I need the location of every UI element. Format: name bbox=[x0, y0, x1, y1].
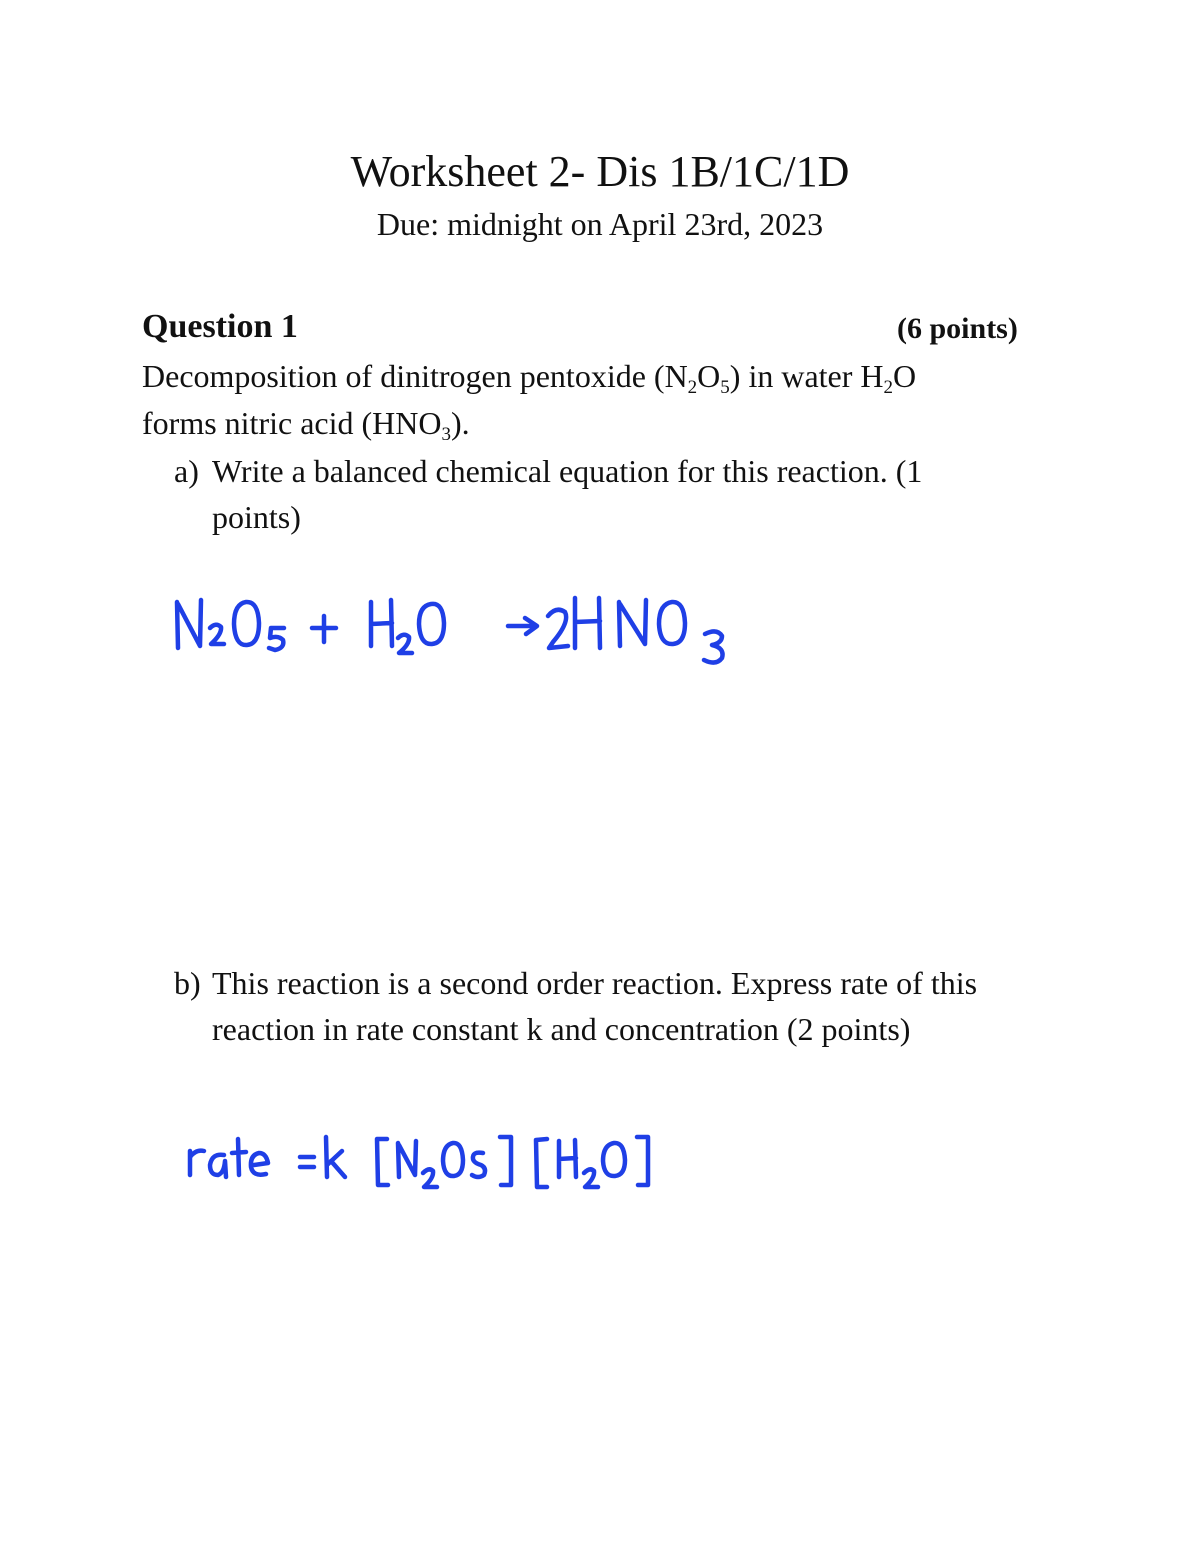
handwritten-answer-b bbox=[180, 1125, 700, 1210]
part-a-text-line-1: Write a balanced chemical equation for this reaction. (1 bbox=[212, 453, 923, 489]
part-b-prompt-cont bbox=[0, 1006, 1200, 1052]
handwritten-answer-a bbox=[160, 590, 750, 680]
question-intro-line-1: Decomposition of dinitrogen pentoxide $(N_2O_5)$ in water $H_2O$ bbox=[142, 358, 917, 398]
question-intro-line-2: forms nitric acid $(HNO_3)$. bbox=[142, 405, 470, 445]
question-heading: Question 1 bbox=[142, 308, 298, 345]
part-b-prompt bbox=[0, 960, 1200, 1006]
part-b-text-line-1: This reaction is a second order reaction. Express rate of this bbox=[212, 965, 978, 1001]
question-points: (6 points) bbox=[897, 312, 1018, 345]
part-b-label: b) bbox=[174, 965, 201, 1001]
worksheet-title: Worksheet 2- Dis 1B/1C/1D bbox=[350, 147, 850, 196]
part-a-prompt bbox=[0, 448, 1200, 494]
part-b-text-line-2: reaction in rate constant k and concentration (2 points) bbox=[212, 1011, 911, 1047]
part-a-label: a) bbox=[174, 453, 199, 489]
due-date: Due: midnight on April 23rd, 2023 bbox=[376, 206, 824, 242]
part-a-prompt-cont bbox=[0, 494, 1200, 540]
part-a-text-line-2: points) bbox=[212, 499, 301, 535]
